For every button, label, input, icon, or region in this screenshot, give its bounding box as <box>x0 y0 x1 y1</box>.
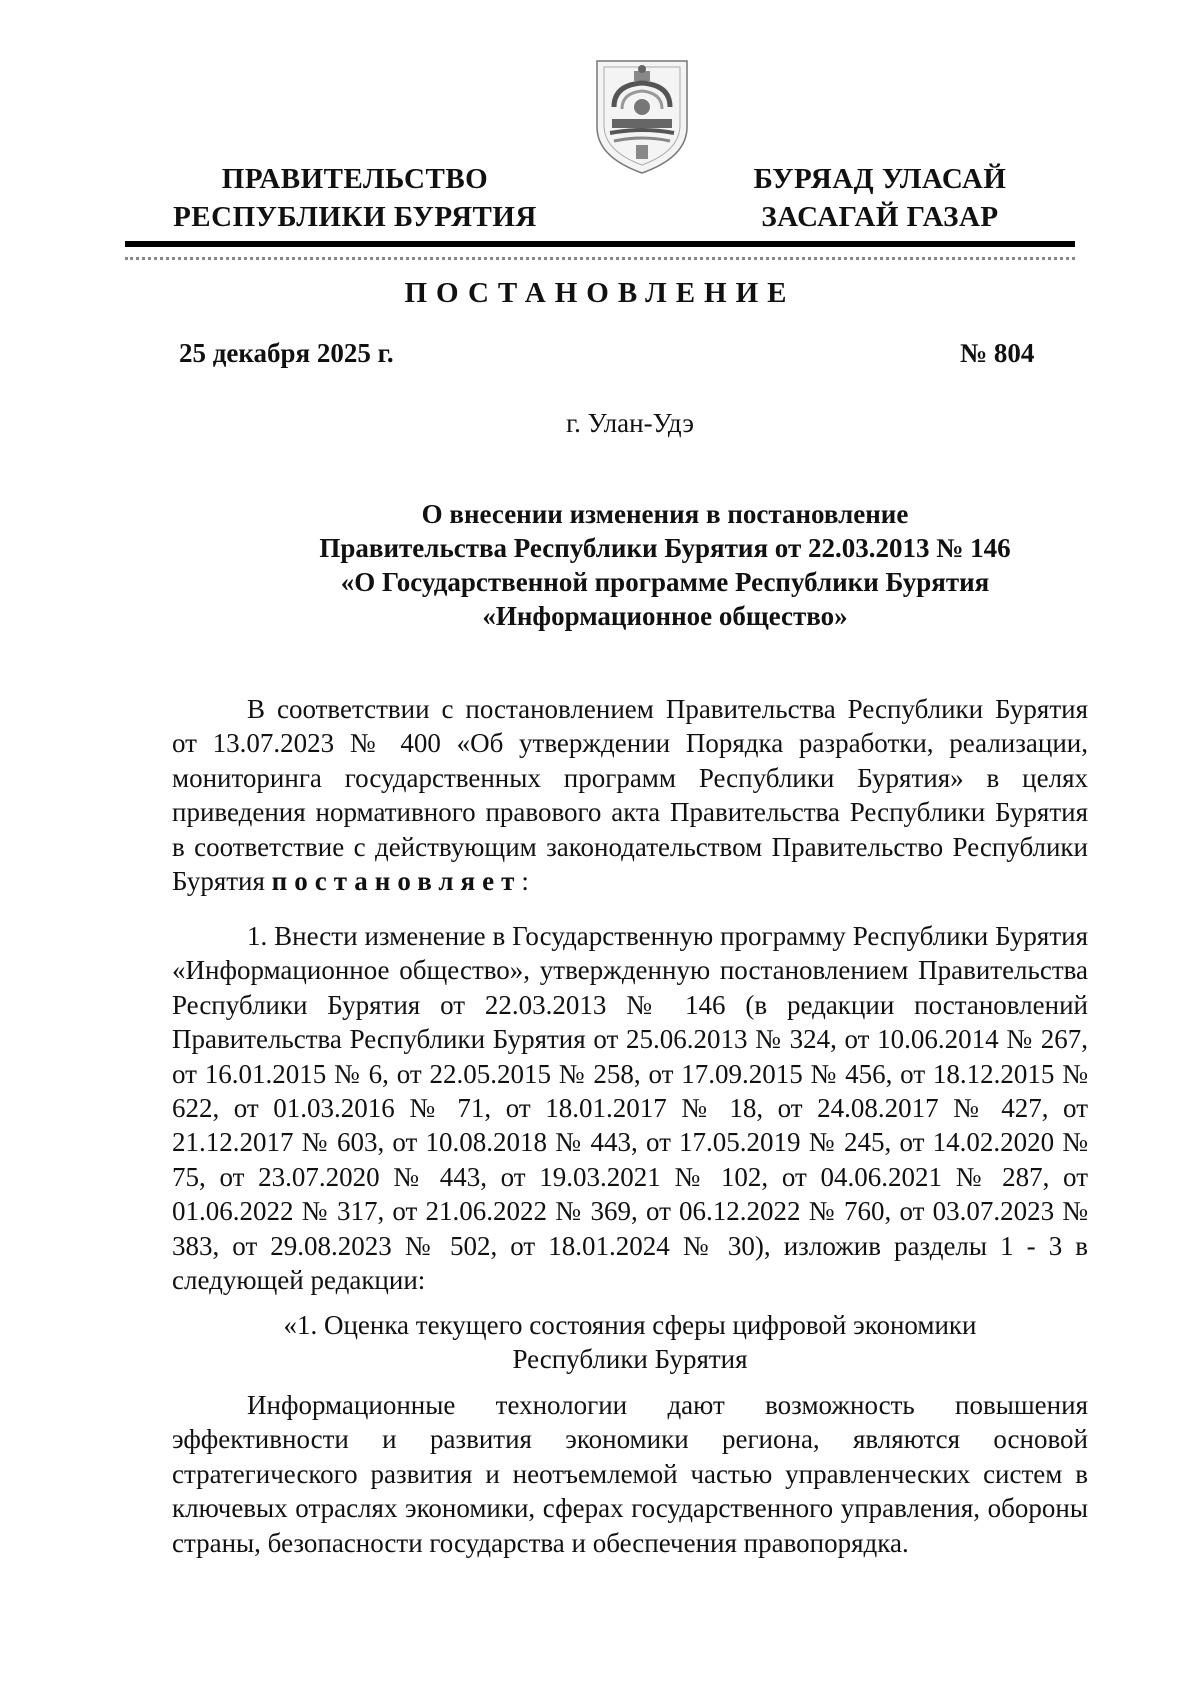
header-divider <box>125 241 1075 247</box>
header-divider-dotted <box>125 257 1075 260</box>
document-type: ПОСТАНОВЛЕНИЕ <box>404 277 796 309</box>
title-line3: «О Государственной программе Республики Бурятия <box>340 567 990 597</box>
document-date: 25 декабря 2025 г. <box>179 338 394 368</box>
title-line4: «Информационное общество» <box>482 601 848 631</box>
section-heading-line2: Республики Бурятия <box>512 1344 748 1374</box>
header-left-line1: ПРАВИТЕЛЬСТВО <box>221 163 489 195</box>
item-1-paragraph: 1. Внести изменение в Государственную программу Республики Бурятия «Информационное общество», утвержденную постановлением Правительства Республики Бурятия от 22.03.2013 № 146 (в редакции постановлений Правительства Республики Бурятия от 25.06.2013 № 324, от 10.06.2014 № 267, от 16.01.2015 № 6, от 22.05.2015 № 258, от 17.09.2015 № 456, от 18.12.2015 № 622, от 01.03.2016 № 71, от 18.01.2017 № 18, от 24.08.2017 № 427, от 21.12.2017 № 603, от 10.08.2018 № 443, от 17.05.2019 № 245, от 14.02.2020 № 75, от 23.07.2020 № 443, от 19.03.2021 № 102, от 04.06.2021 № 287, от 01.06.2022 № 317, от 21.06.2022 № 369, от 06.12.2022 № 760, от 03.07.2023 № 383, от 29.08.2023 № 502, от 18.01.2024 № 30), изложив разделы 1 - 3 в следующей редакции: <box>172 921 1088 1296</box>
government-name-russian <box>160 160 550 236</box>
document-title <box>160 497 1170 633</box>
header-right-line2: ЗАСАГАЙ ГАЗАР <box>761 201 999 233</box>
preamble-end: : <box>521 866 529 897</box>
header-right-line1: БУРЯАД УЛАСАЙ <box>753 163 1007 195</box>
preamble-text: В соответствии с постановлением Правительства Республики Бурятия от 13.07.2023 № 400 «Об утверждении Порядка разработки, реализации, мониторинга государственных программ Республики Бурятия» в целях приведения нормативного правового акта Правительства Республики Бурятия в соответствие с действующим законодательством Правительство Республики Бурятия <box>172 694 1088 897</box>
document-number: № 804 <box>960 338 1035 368</box>
resolves-keyword: постановляет <box>271 866 522 897</box>
header-left-line2: РЕСПУБЛИКИ БУРЯТИЯ <box>173 201 537 233</box>
section-paragraph: Информационные технологии дают возможность повышения эффективности и развития экономики региона, являются основой стратегического развития и неотъемлемой частью управленческих систем в ключевых отраслях экономики, сферах государственного управления, обороны страны, безопасности государства и обеспечения правопорядка. <box>172 1390 1088 1558</box>
government-name-buryat <box>730 160 1030 236</box>
section-heading-line1: «1. Оценка текущего состояния сферы цифровой экономики <box>283 1310 977 1340</box>
section-heading <box>172 1308 1088 1376</box>
title-line2: Правительства Республики Бурятия от 22.03.2013 № 146 <box>319 533 1011 563</box>
coat-of-arms-icon <box>592 57 692 177</box>
document-city: г. Улан-Удэ <box>566 408 694 438</box>
title-line1: О внесении изменения в постановление <box>421 499 909 529</box>
preamble-paragraph <box>172 692 1088 898</box>
